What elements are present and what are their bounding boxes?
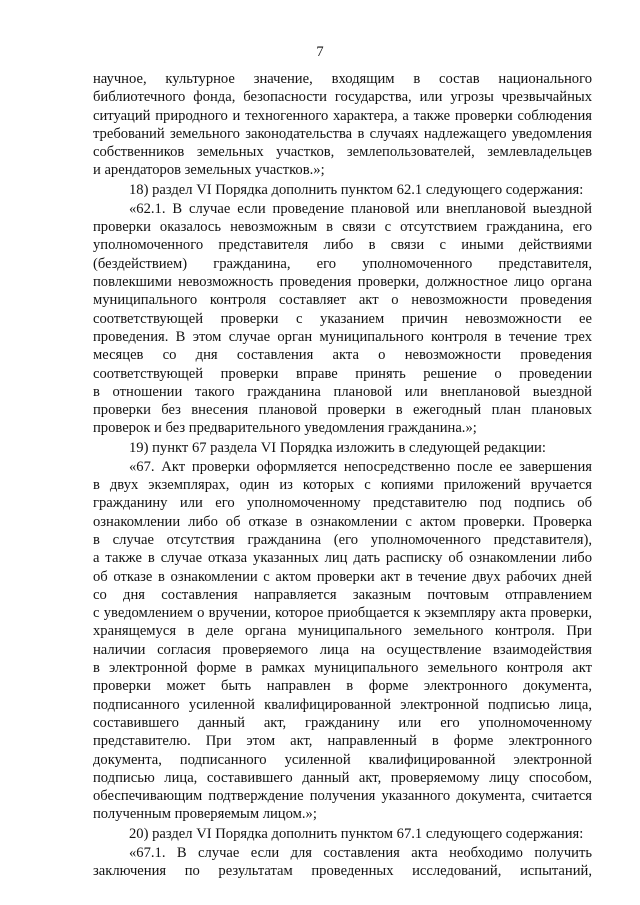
text-line: «67.1. В случае если для составления акта необходимо получить (129, 844, 592, 861)
text-line: проведения. В этом случае орган муниципального контроля в течение трех (93, 328, 592, 345)
text-line: «62.1. В случае если проведение плановой или внеплановой выездной (129, 200, 592, 217)
text-line: обеспечивающим подтверждение получения указанного документа, считается (93, 788, 592, 805)
text-line: в электронной форме в рамках муниципального земельного контроля акт (93, 660, 592, 677)
text-line: со дня составления направляется заказным почтовым отправлением (93, 586, 592, 603)
text-line: 19) пункт 67 раздела VI Порядка изложить в следующей редакции: (129, 439, 546, 456)
text-line: с уведомлением о вручении, которое приобщается к экземпляру акта проверки, (93, 605, 592, 622)
text-line: проверки без внесения плановой проверки в ежегодный план плановых (93, 402, 592, 419)
text-line: наличии согласия проверяемого лица на осуществление взаимодействия (93, 641, 592, 658)
text-line: повлекшими невозможность проведения проверки, должностное лицо органа (93, 274, 592, 291)
page-number: 7 (316, 44, 324, 60)
text-line: требований земельного законодательства в случаях надлежащего уведомления (93, 125, 592, 142)
text-line: 18) раздел VI Порядка дополнить пунктом 62.1 следующего содержания: (129, 181, 584, 198)
text-line: полученным проверяемым лицом.»; (93, 806, 317, 823)
text-line: уполномоченного представителя либо в связи с иными действиями (93, 237, 592, 254)
text-line: и арендаторов земельных участков.»; (93, 162, 325, 179)
text-line: собственников земельных участков, землепользователей, землевладельцев (93, 144, 592, 161)
text-line: в двух экземплярах, один из которых с копиями приложений вручается (93, 477, 592, 494)
text-line: соответствующей проверки с указанием причин невозможности ее (93, 310, 592, 327)
text-line: соответствующей проверки вправе принять решение о проведении (93, 365, 592, 382)
text-line: проверки может быть направлен в форме электронного документа, (93, 678, 592, 695)
text-line: а также в случае отказа указанных лиц дать расписку об ознакомлении либо (93, 550, 592, 567)
text-line: муниципального контроля составляет акт о невозможности проведения (93, 292, 592, 309)
text-line: хранящемуся в деле органа муниципального земельного контроля. При (93, 623, 592, 640)
text-line: библиотечного фонда, безопасности государства, или угрозы чрезвычайных (93, 89, 592, 106)
text-line: (бездействием) гражданина, его уполномоченного представителя, (93, 255, 592, 272)
text-line: месяцев со дня составления акта о невозможности проведения (93, 347, 592, 364)
text-line: в отношении такого гражданина плановой или внеплановой выездной (93, 383, 592, 400)
text-line: составившего данный акт, гражданину или его уполномоченному (93, 714, 592, 731)
text-line: проверки оказалось невозможным в связи с отсутствием гражданина, его (93, 219, 592, 236)
text-line: «67. Акт проверки оформляется непосредственно после ее завершения (129, 458, 592, 475)
text-line: представителю. При этом акт, направленный в форме электронного (93, 733, 592, 750)
text-line: ознакомлении либо об отказе в ознакомлении с актом проверки. Проверка (93, 513, 592, 530)
text-line: заключения по результатам проведенных исследований, испытаний, (93, 863, 592, 880)
text-line: подписью лица, составившего данный акт, проверяемому лицу способом, (93, 769, 592, 786)
text-line: в случае отсутствия гражданина (его уполномоченного представителя), (93, 531, 592, 548)
text-line: ситуаций природного и техногенного характера, а также проверки соблюдения (93, 107, 592, 124)
document-body (93, 70, 592, 880)
text-line: подписанного усиленной квалифицированной электронной подписью лица, (93, 696, 592, 713)
text-line: документа, подписанного усиленной квалифицированной электронной (93, 751, 592, 768)
text-line: проверок и без предварительного уведомления гражданина.»; (93, 420, 477, 437)
text-line: гражданину или его уполномоченному представителю под подпись об (93, 495, 592, 512)
text-line: научное, культурное значение, входящим в состав национального (93, 71, 592, 87)
text-line: об отказе в ознакомлении с актом проверки акт в течение двух рабочих дней (93, 568, 592, 585)
text-line: 20) раздел VI Порядка дополнить пунктом 67.1 следующего содержания: (129, 825, 584, 842)
